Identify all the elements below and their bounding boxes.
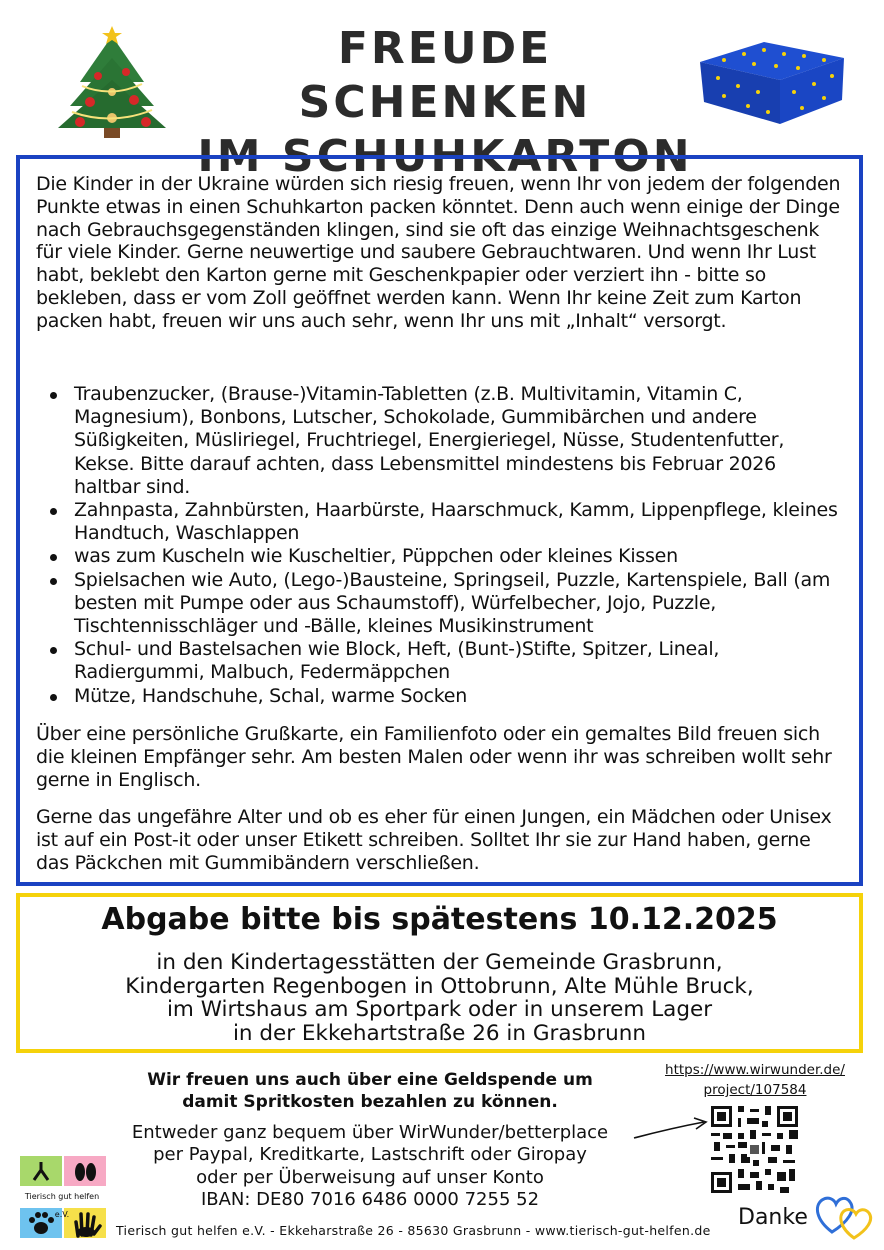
- christmas-tree-icon: [50, 22, 174, 144]
- footer: Tierisch gut helfen e.V. - Ekkeharstraße 26 - 85630 Grasbrunn - www.tierisch-gut-helfen.de: [116, 1223, 711, 1238]
- list-item: Mütze, Handschuhe, Schal, warme Socken: [36, 685, 844, 708]
- title-line-1: FREUDE SCHENKEN: [298, 23, 592, 128]
- bird-foot-icon: [20, 1156, 62, 1186]
- intro-paragraph: Die Kinder in der Ukraine würden sich riesig freuen, wenn Ihr von jedem der folgenden Punkte etwas in einen Schuhkarton packen könntet. Denn auch wenn einige der Dinge nach Gebrauchsgegenständen klingen, sind sie oft das einzige Weihnachtsgeschenk für viele Kinder. Gerne neuwertige und saubere Gebrauchtwaren. Und wenn Ihr Lust habt, beklebt den Karton gerne mit Geschenkpapier oder verziert ihn - bitte so bekleben, dass er vom Zoll geöffnet werden kann. Wenn Ihr keine Zeit zum Karton packen habt, freuen wir uns auch sehr, wenn Ihr uns mit „Inhalt“ versorgt.: [36, 173, 841, 332]
- gift-box-icon: [694, 26, 850, 128]
- bullet-icon: [50, 578, 57, 585]
- hoof-print-icon: [64, 1156, 106, 1186]
- dropoff-locations: [16, 951, 863, 1045]
- qr-code-icon[interactable]: [711, 1106, 798, 1193]
- list-item: Traubenzucker, (Brause-)Vitamin-Tabletten (z.B. Multivitamin, Vitamin C, Magnesium), Bonbons, Lutscher, Schokolade, Gummibärchen und andere Süßigkeiten, Müsliriegel, Fruchtriegel, Energieriegel, Nüsse, Studentenfutter, Kekse. Bitte darauf achten, dass Lebensmittel mindestens bis Februar 2026 haltbar sind.: [36, 383, 844, 499]
- hand-print-icon: [64, 1208, 106, 1238]
- greeting-paragraph: Über eine persönliche Grußkarte, ein Familienfoto oder ein gemaltes Bild freuen sich die kleinen Empfänger sehr. Am besten Malen oder wenn ihr was schreiben wollt sehr gerne in Englisch.: [36, 723, 832, 791]
- list-item: Zahnpasta, Zahnbürsten, Haarbürste, Haarschmuck, Kamm, Lippenpflege, kleines Handtuch, Waschlappen: [36, 499, 844, 545]
- bullet-icon: [50, 694, 57, 701]
- location-line: in den Kindertagesstätten der Gemeinde Grasbrunn,: [156, 950, 723, 975]
- iban-text: IBAN: DE80 7016 6486 0000 7255 52: [200, 1189, 540, 1211]
- bullet-icon: [50, 392, 57, 399]
- hearts-icon: [812, 1184, 876, 1240]
- donation-info: Entweder ganz bequem über WirWunder/betterplace per Paypal, Kreditkarte, Lastschrift oder Giropay oder per Überweisung auf unser Konto IBAN: DE80 7016 6486 0000 7255 52: [100, 1122, 640, 1212]
- age-paragraph: Gerne das ungefähre Alter und ob es eher für einen Jungen, ein Mädchen oder Unisex ist auf ein Post-it oder unser Etikett schreiben. Solltet Ihr sie zur Hand haben, gerne das Päckchen mit Gummibändern verschließen.: [36, 806, 832, 874]
- bullet-icon: [50, 508, 57, 515]
- location-line: in der Ekkehartstraße 26 in Grasbrunn: [232, 1020, 647, 1046]
- list-item: was zum Kuscheln wie Kuscheltier, Püppchen oder kleines Kissen: [36, 545, 844, 568]
- bullet-icon: [50, 554, 57, 561]
- location-line: im Wirtshaus am Sportpark oder in unserem Lager: [166, 997, 713, 1023]
- bullet-icon: [50, 647, 57, 654]
- location-line: Kindergarten Regenbogen in Ottobrunn, Alte Mühle Bruck,: [125, 973, 754, 999]
- logo-text: Tierisch gut helfen e.V.: [18, 1188, 106, 1206]
- item-list: [36, 383, 844, 708]
- donation-heading: Wir freuen uns auch über eine Geldspende um damit Spritkosten bezahlen zu können.: [147, 1070, 593, 1112]
- list-item: Schul- und Bastelsachen wie Block, Heft, (Bunt-)Stifte, Spitzer, Lineal, Radiergummi, Malbuch, Federmäppchen: [36, 638, 844, 684]
- arrow-icon: [632, 1114, 712, 1142]
- donation-link[interactable]: https://www.wirwunder.de/ project/107584: [665, 1062, 845, 1098]
- list-item: Spielsachen wie Auto, (Lego-)Bausteine, Springseil, Puzzle, Kartenspiele, Ball (am besten mit Pumpe oder aus Schaumstoff), Würfelbecher, Jojo, Puzzle, Tischtennisschläger und -Bälle, kleines Musikinstrument: [36, 569, 844, 639]
- deadline-heading: Abgabe bitte bis spätestens 10.12.2025: [101, 902, 778, 937]
- thanks-text: Danke: [738, 1205, 808, 1230]
- title-line-2: IM SCHUHKARTON: [197, 131, 693, 182]
